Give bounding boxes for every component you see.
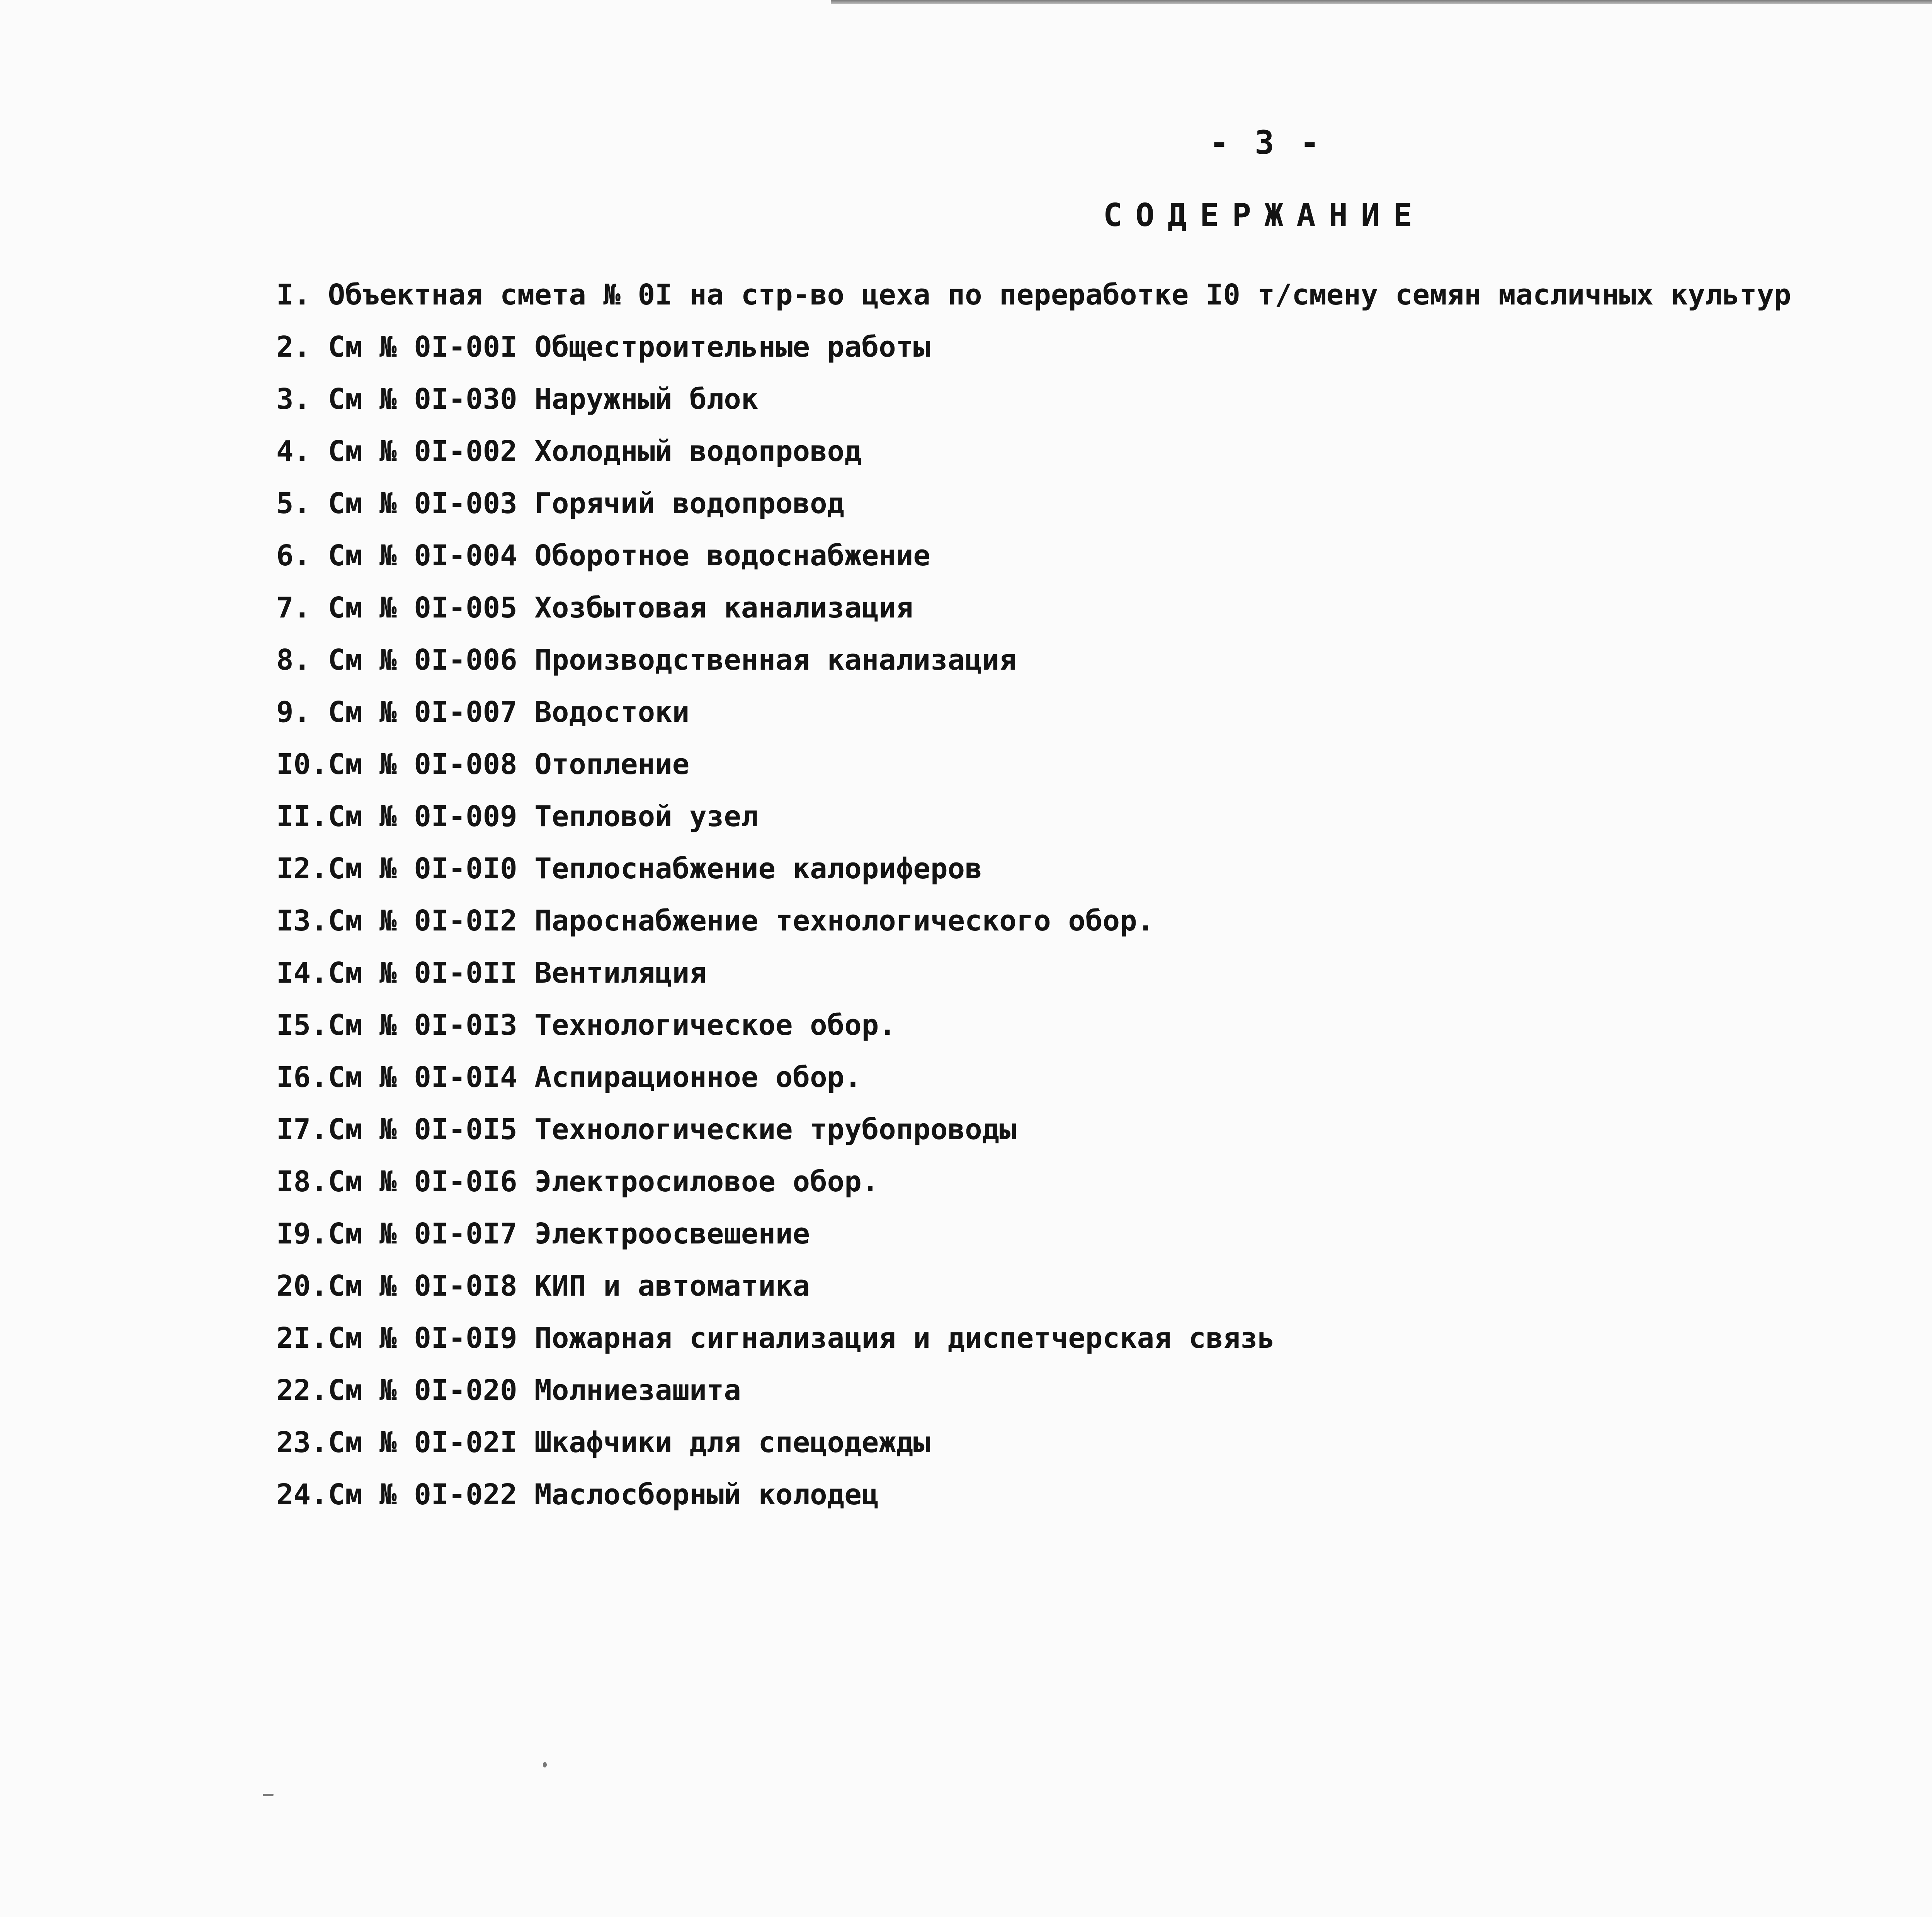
toc-entry-title: 22.См № 0I-020 Молниезашита bbox=[276, 1374, 741, 1407]
toc-entry-title: I5.См № 0I-0I3 Технологическое обор. bbox=[276, 1009, 896, 1042]
top-edge-line bbox=[831, 0, 1932, 4]
page-title: СОДЕРЖАНИЕ bbox=[1103, 197, 1425, 234]
toc-entry-title: 7. См № 0I-005 Хозбытовая канализация bbox=[276, 591, 913, 624]
toc-entry bbox=[276, 1165, 1932, 1211]
toc-entry bbox=[276, 696, 1932, 742]
toc-entry bbox=[276, 1113, 1932, 1159]
toc-entry-title: 4. См № 0I-002 Холодный водопровод bbox=[276, 435, 862, 468]
toc-entry bbox=[276, 1478, 1932, 1524]
toc-entry bbox=[276, 1374, 1932, 1420]
toc-entry bbox=[276, 1426, 1932, 1472]
toc-entry-title: I0.См № 0I-008 Отопление bbox=[276, 748, 690, 781]
toc-entry-title: 20.См № 0I-0I8 КИП и автоматика bbox=[276, 1269, 810, 1303]
toc-entry-title: 24.См № 0I-022 Маслосборный колодец bbox=[276, 1478, 879, 1511]
scan-speck bbox=[543, 1762, 547, 1767]
toc-entry bbox=[276, 591, 1932, 638]
toc-entry-title: 8. См № 0I-006 Производственная канализация bbox=[276, 643, 1017, 677]
toc-entry bbox=[276, 748, 1932, 794]
toc-entry bbox=[276, 435, 1932, 481]
toc-entry bbox=[276, 1009, 1932, 1055]
toc-entry-title: I9.См № 0I-0I7 Электроосвешение bbox=[276, 1217, 810, 1250]
toc-entry bbox=[276, 1217, 1932, 1264]
toc-entry-title: 23.См № 0I-02I Шкафчики для спецодежды bbox=[276, 1426, 930, 1459]
toc-entry-title: I8.См № 0I-0I6 Электросиловое обор. bbox=[276, 1165, 879, 1198]
toc-entry bbox=[276, 278, 1932, 325]
toc-entry-title: I. Объектная смета № 0I на стр-во цеха по переработке I0 т/смену семян масличных культур bbox=[276, 278, 1791, 311]
toc-entry-title: 9. См № 0I-007 Водостоки bbox=[276, 696, 690, 729]
toc-entry-title: II.См № 0I-009 Тепловой узел bbox=[276, 800, 759, 833]
scan-speck bbox=[263, 1794, 274, 1796]
toc-entry-title: I2.См № 0I-0I0 Теплоснабжение калориферов bbox=[276, 852, 982, 885]
toc-entry bbox=[276, 383, 1932, 429]
toc-entry bbox=[276, 852, 1932, 898]
toc-entry-title: 6. См № 0I-004 Оборотное водоснабжение bbox=[276, 539, 930, 572]
toc-entry-title: 5. См № 0I-003 Горячий водопровод bbox=[276, 487, 845, 520]
toc-entry bbox=[276, 1322, 1932, 1368]
toc-entry bbox=[276, 800, 1932, 846]
toc-entry-title: 2I.См № 0I-0I9 Пожарная сигнализация и диспетчерская связь bbox=[276, 1322, 1275, 1355]
toc-entry bbox=[276, 1061, 1932, 1107]
toc-entry-title: I3.См № 0I-0I2 Пароснабжение технологического обор. bbox=[276, 904, 1155, 937]
toc-entry bbox=[276, 1269, 1932, 1316]
toc-entry bbox=[276, 487, 1932, 533]
toc-entry bbox=[276, 956, 1932, 1003]
toc-entry-title: I7.См № 0I-0I5 Технологические трубопроводы bbox=[276, 1113, 1017, 1146]
toc-entry-title: I6.См № 0I-0I4 Аспирационное обор. bbox=[276, 1061, 862, 1094]
page-number: - 3 - bbox=[1209, 124, 1323, 162]
toc-entry bbox=[276, 904, 1932, 951]
toc-entry bbox=[276, 539, 1932, 585]
toc-entry-title: I4.См № 0I-0II Вентиляция bbox=[276, 956, 707, 990]
toc-entry-title: 2. См № 0I-00I Общестроительные работы bbox=[276, 330, 930, 364]
toc-entry-title: 3. См № 0I-030 Наружный блок bbox=[276, 383, 759, 416]
toc-entry bbox=[276, 330, 1932, 377]
toc-entry bbox=[276, 643, 1932, 690]
